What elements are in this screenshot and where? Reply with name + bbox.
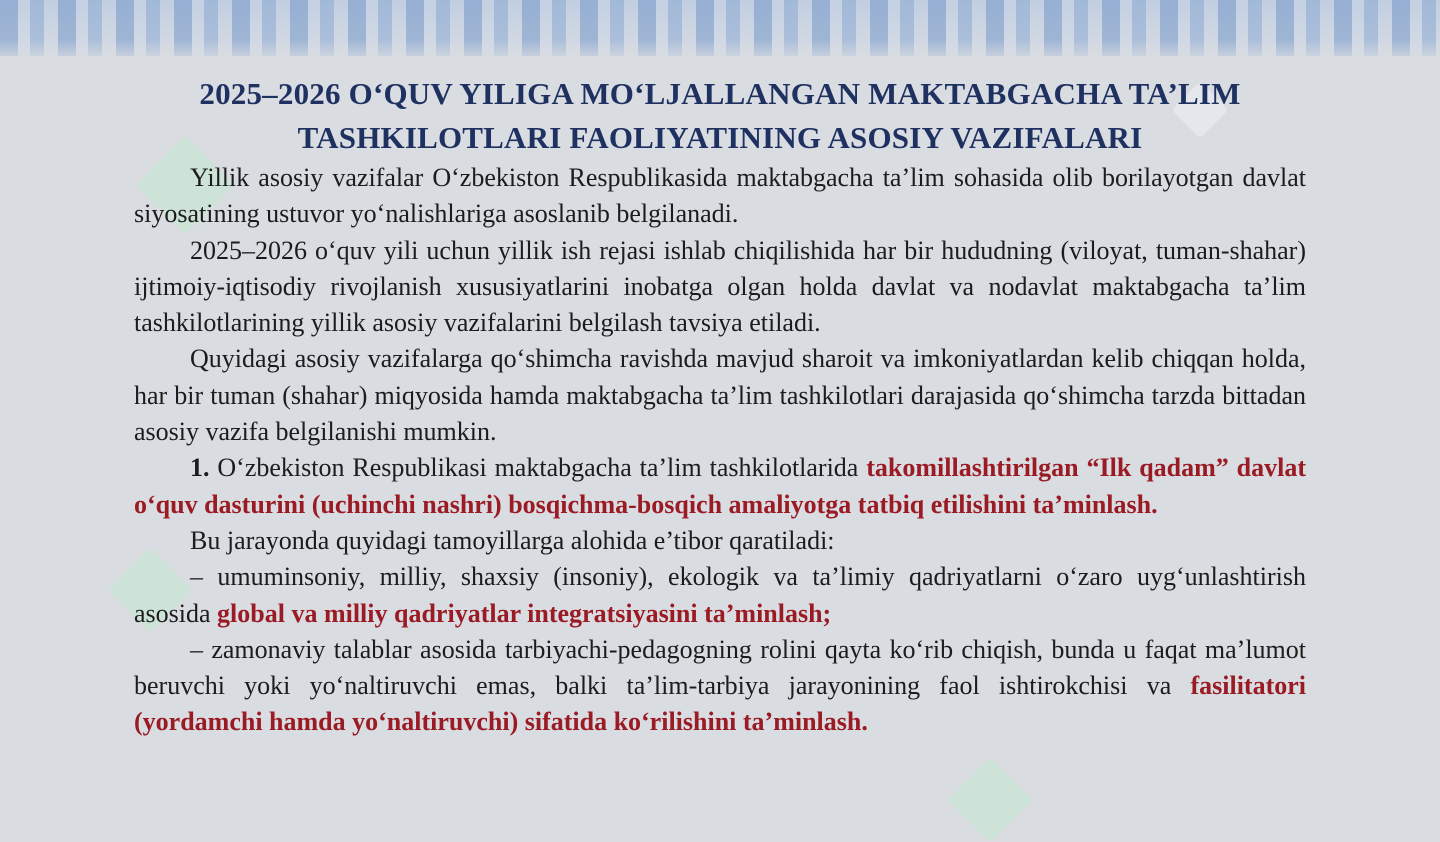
title-line-1: 2025–2026 O‘QUV YILIGA MO‘LJALLANGAN MAKTABGACHA TA’LIM [199, 76, 1241, 111]
principle-1-text: – umuminsoniy, milliy, shaxsiy (insoniy), ekologik va ta’limiy qadriyatlarni o‘zaro uyg‘unlashtirish asosida [134, 562, 1306, 628]
principle-2-paragraph [134, 632, 1306, 741]
principle-2-highlight: fasilitatori (yordamchi hamda yo‘naltiruvchi) sifatida ko‘rilishini ta’minlash. [134, 671, 1306, 737]
task-1-highlight: takomillashtirilgan “Ilk qadam” davlat o‘quv dasturini (uchinchi nashri) bosqichma-bosqich amaliyotga tatbiq etilishini ta’minlash. [134, 453, 1307, 519]
band-fade [0, 40, 1440, 64]
paragraph-principles-intro: Bu jarayonda quyidagi tamoyillarga alohida e’tibor qaratiladi: [190, 525, 835, 555]
principle-2-text: – zamonaviy talablar asosida tarbiyachi-pedagogning rolini qayta ko‘rib chiqish, bunda u faqat ma’lumot beruvchi yoki yo‘naltiruvchi emas, balki ta’lim-tarbiya jarayonining faol ishtirokchisi va [134, 634, 1306, 701]
principle-1-paragraph [134, 559, 1306, 632]
paragraph-1: Yillik asosiy vazifalar O‘zbekiston Respublikasida maktabgacha ta’lim sohasida olib borilayotgan davlat siyosatining ustuvor yo‘nalishlariga asoslanib belgilanadi. [134, 163, 1306, 229]
watermark-shape [948, 758, 1033, 842]
slide-title [134, 72, 1306, 160]
task-1-text: O‘zbekiston Respublikasi maktabgacha ta’lim tashkilotlarida [209, 453, 867, 483]
paragraph-2: 2025–2026 o‘quv yili uchun yillik ish rejasi ishlab chiqilishida har bir hududning (viloyat, tuman-shahar) ijtimoiy-iqtisodiy rivojlanish xususiyatlarini inobatga olgan holda davlat va nodavlat maktabgacha ta’lim tashkilotlarining yillik asosiy vazifalarini belgilash tavsiya etiladi. [134, 235, 1306, 338]
principle-1-highlight: global va milliy qadriyatlar integratsiyasini ta’minlash; [217, 598, 832, 628]
task-1-paragraph [134, 450, 1306, 523]
slide-content [134, 72, 1306, 741]
task-number: 1. [190, 453, 210, 483]
paragraph-3: Quyidagi asosiy vazifalarga qo‘shimcha ravishda mavjud sharoit va imkoniyatlardan kelib chiqqan holda, har bir tuman (shahar) miqyosida hamda maktabgacha ta’lim tashkilotlari darajasida qo‘shimcha tarzda bittadan asosiy vazifa belgilanishi mumkin. [134, 344, 1306, 447]
title-line-2: TASHKILOTLARI FAOLIYATINING ASOSIY VAZIFALARI [297, 120, 1143, 155]
